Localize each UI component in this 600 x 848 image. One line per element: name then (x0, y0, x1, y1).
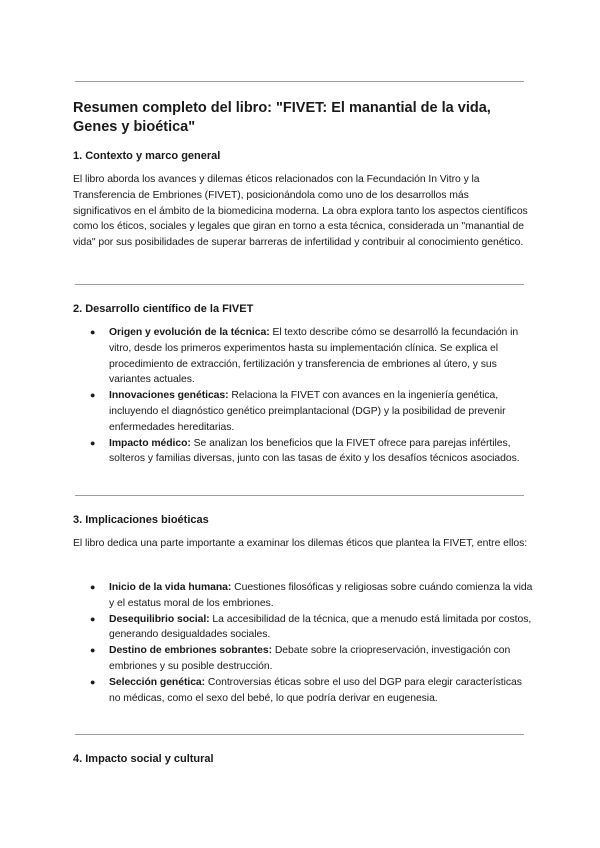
bullet-icon: ● (90, 582, 96, 592)
divider (75, 495, 524, 496)
list-item-text: Cuestiones filosóficas y religiosas sobre cuándo comienza la vida y el estatus moral de los embriones. (109, 582, 533, 609)
list-item-text: El texto describe cómo se desarrolló la fecundación in vitro, desde los primeros experimentos hasta su implementación clínica. Se explica el procedimiento de extracción, fertilización y transferencia de embriones al útero, y sus variantes actuales. (109, 327, 519, 386)
section-heading-context: 1. Contexto y marco general (73, 150, 221, 162)
list-item (73, 612, 533, 644)
bullet-icon: ● (90, 390, 96, 401)
bullet-icon: ● (90, 676, 96, 687)
list-item-label: Destino de embriones sobrantes: (109, 645, 273, 657)
list-item-text: Relaciona la FIVET con avances en la ingeniería genética, incluyendo el diagnóstico genético preimplantacional (DGP) y la posibilidad de prevenir enfermedades hereditarias. (109, 390, 506, 433)
bullet-icon: ● (90, 645, 96, 656)
list-item-label: Selección genética: (109, 676, 206, 688)
section-heading-bioethics: 3. Implicaciones bioéticas (73, 514, 209, 526)
bullet-icon: ● (90, 327, 96, 337)
section-paragraph-bioethics: El libro dedica una parte importante a examinar los dilemas éticos que plantea la FIVET, entre ellos: (73, 538, 528, 549)
list-item-text: Debate sobre la criopreservación, investigación con embriones y su posible destrucción. (109, 645, 511, 672)
document-title: Resumen completo del libro: "FIVET: El manantial de la vida, Genes y bioética" (73, 100, 491, 135)
list-item-text: La accesibilidad de la técnica, que a menudo está limitada por costos, generando desigualdades sociales. (109, 613, 532, 641)
list-item (73, 643, 533, 675)
bullet-list-scientific (73, 325, 533, 467)
bullet-icon: ● (90, 613, 96, 624)
bullet-list-bioethics (73, 580, 533, 706)
section-paragraph-context: El libro aborda los avances y dilemas éticos relacionados con la Fecundación In Vitro y la Transferencia de Embriones (FIVET), posicionándola como uno de los desarrollos más significativos en el ámbito de la biomedicina moderna. La obra explora tanto los aspectos científicos como los éticos, sociales y legales que giran en torno a esta técnica, considerada un "manantial de vida" por sus posibilidades de superar barreras de infertilidad y contribuir al conocimiento genético. (73, 174, 528, 249)
list-item (73, 388, 533, 435)
section-heading-social: 4. Impacto social y cultural (73, 753, 214, 765)
list-item (73, 675, 533, 707)
divider (75, 81, 524, 82)
bullet-icon: ● (90, 437, 96, 448)
divider (75, 284, 524, 285)
list-item (73, 580, 533, 612)
list-item (73, 436, 533, 468)
divider (75, 734, 524, 735)
list-item (73, 325, 533, 388)
list-item-label: Impacto médico: (109, 437, 191, 449)
list-item-label: Innovaciones genéticas: (109, 390, 229, 402)
list-item-label: Inicio de la vida humana: (109, 582, 232, 593)
list-item-label: Origen y evolución de la técnica: (109, 327, 270, 338)
section-heading-scientific: 2. Desarrollo científico de la FIVET (73, 303, 254, 315)
list-item-text: Controversias éticas sobre el uso del DGP para elegir características no médicas, como el sexo del bebé, lo que podría derivar en eugenesia. (109, 676, 522, 704)
list-item-text: Se analizan los beneficios que la FIVET ofrece para parejas infértiles, solteros y familias diversas, junto con las tasas de éxito y los desafíos técnicos asociados. (109, 437, 520, 465)
list-item-label: Desequilibrio social: (109, 613, 210, 625)
